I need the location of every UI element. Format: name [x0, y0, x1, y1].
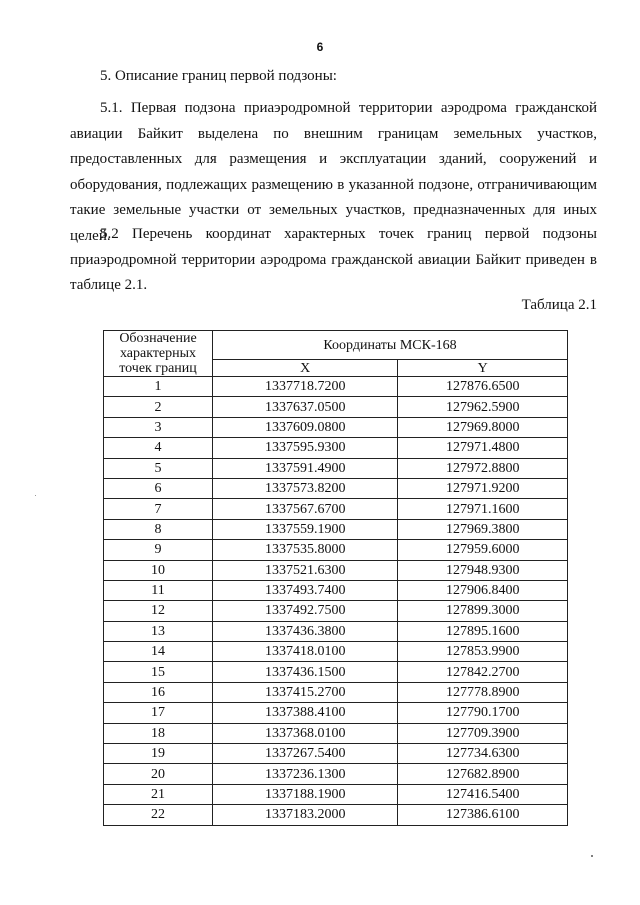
point-number-cell: 13 — [104, 621, 213, 641]
table-row — [104, 744, 568, 764]
y-coordinate-cell: 127386.6100 — [398, 805, 568, 825]
point-number-cell: 22 — [104, 805, 213, 825]
x-coordinate-cell: 1337436.3800 — [213, 621, 398, 641]
point-number-cell: 14 — [104, 642, 213, 662]
point-number-cell: 10 — [104, 560, 213, 580]
point-number-cell: 17 — [104, 703, 213, 723]
x-coordinate-cell: 1337567.6700 — [213, 499, 398, 519]
x-coordinate-cell: 1337559.1900 — [213, 519, 398, 539]
coordinates-table — [103, 330, 568, 826]
table-row — [104, 662, 568, 682]
y-coordinate-cell: 127790.1700 — [398, 703, 568, 723]
table-row — [104, 723, 568, 743]
x-coordinate-cell: 1337493.7400 — [213, 580, 398, 600]
x-coordinate-cell: 1337609.0800 — [213, 417, 398, 437]
x-coordinate-cell: 1337267.5400 — [213, 744, 398, 764]
table-row — [104, 805, 568, 825]
table-row — [104, 703, 568, 723]
x-coordinate-cell: 1337418.0100 — [213, 642, 398, 662]
table-row — [104, 540, 568, 560]
table-row — [104, 417, 568, 437]
header-coordinates: Координаты МСК-168 — [213, 331, 568, 360]
point-number-cell: 9 — [104, 540, 213, 560]
y-coordinate-cell: 127962.5900 — [398, 397, 568, 417]
table-row — [104, 478, 568, 498]
table-row — [104, 621, 568, 641]
table-row — [104, 784, 568, 804]
y-coordinate-cell: 127948.9300 — [398, 560, 568, 580]
x-coordinate-cell: 1337591.4900 — [213, 458, 398, 478]
header-x: X — [213, 360, 398, 377]
x-coordinate-cell: 1337637.0500 — [213, 397, 398, 417]
point-number-cell: 20 — [104, 764, 213, 784]
section-heading: 5. Описание границ первой подзоны: — [100, 68, 337, 84]
point-number-cell: 6 — [104, 478, 213, 498]
table-body — [104, 377, 568, 826]
table-row — [104, 519, 568, 539]
x-coordinate-cell: 1337535.8000 — [213, 540, 398, 560]
paragraph-5-2: 5.2 Перечень координат характерных точек границ первой подзоны приаэродромной территории аэродрома гражданской авиации Байкит приведен в таблице 2.1. — [70, 226, 597, 293]
x-coordinate-cell: 1337436.1500 — [213, 662, 398, 682]
point-number-cell: 18 — [104, 723, 213, 743]
point-number-cell: 21 — [104, 784, 213, 804]
point-number-cell: 5 — [104, 458, 213, 478]
y-coordinate-cell: 127853.9900 — [398, 642, 568, 662]
point-number-cell: 7 — [104, 499, 213, 519]
y-coordinate-cell: 127682.8900 — [398, 764, 568, 784]
y-coordinate-cell: 127778.8900 — [398, 682, 568, 702]
y-coordinate-cell: 127972.8800 — [398, 458, 568, 478]
point-number-cell: 19 — [104, 744, 213, 764]
y-coordinate-cell: 127876.6500 — [398, 377, 568, 397]
y-coordinate-cell: 127842.2700 — [398, 662, 568, 682]
table-row — [104, 438, 568, 458]
paragraph-5-1: 5.1. Первая подзона приаэродромной территории аэродрома гражданской авиации Байкит выделена по внешним границам земельных участков, предоставленных для размещения и эксплуатации зданий, сооружений и оборудования, подлежащих размещению в указанной подзоне, отграничивающим такие земельные участки от земельных участков, предназначенных для иных целей. — [70, 100, 597, 244]
y-coordinate-cell: 127971.9200 — [398, 478, 568, 498]
x-coordinate-cell: 1337183.2000 — [213, 805, 398, 825]
table-row — [104, 377, 568, 397]
point-number-cell: 16 — [104, 682, 213, 702]
point-number-cell: 15 — [104, 662, 213, 682]
point-number-cell: 8 — [104, 519, 213, 539]
x-coordinate-cell: 1337595.9300 — [213, 438, 398, 458]
y-coordinate-cell: 127709.3900 — [398, 723, 568, 743]
x-coordinate-cell: 1337718.7200 — [213, 377, 398, 397]
scan-speck — [35, 495, 36, 496]
y-coordinate-cell: 127416.5400 — [398, 784, 568, 804]
y-coordinate-cell: 127899.3000 — [398, 601, 568, 621]
table-row — [104, 580, 568, 600]
table-row — [104, 601, 568, 621]
x-coordinate-cell: 1337415.2700 — [213, 682, 398, 702]
scan-speck — [591, 855, 593, 857]
y-coordinate-cell: 127906.8400 — [398, 580, 568, 600]
table-row — [104, 397, 568, 417]
table-caption: Таблица 2.1 — [521, 297, 597, 313]
table-row — [104, 642, 568, 662]
point-number-cell: 12 — [104, 601, 213, 621]
point-number-cell: 1 — [104, 377, 213, 397]
x-coordinate-cell: 1337368.0100 — [213, 723, 398, 743]
header-point-designation: Обозначение характерных точек границ — [104, 331, 213, 377]
x-coordinate-cell: 1337573.8200 — [213, 478, 398, 498]
x-coordinate-cell: 1337388.4100 — [213, 703, 398, 723]
table-row — [104, 682, 568, 702]
y-coordinate-cell: 127971.4800 — [398, 438, 568, 458]
table-row — [104, 560, 568, 580]
x-coordinate-cell: 1337492.7500 — [213, 601, 398, 621]
table-row — [104, 764, 568, 784]
y-coordinate-cell: 127895.1600 — [398, 621, 568, 641]
point-number-cell: 2 — [104, 397, 213, 417]
table-row — [104, 499, 568, 519]
point-number-cell: 3 — [104, 417, 213, 437]
y-coordinate-cell: 127969.8000 — [398, 417, 568, 437]
point-number-cell: 11 — [104, 580, 213, 600]
table-row — [104, 458, 568, 478]
page-number: 6 — [316, 40, 324, 54]
y-coordinate-cell: 127959.6000 — [398, 540, 568, 560]
y-coordinate-cell: 127971.1600 — [398, 499, 568, 519]
point-number-cell: 4 — [104, 438, 213, 458]
x-coordinate-cell: 1337521.6300 — [213, 560, 398, 580]
x-coordinate-cell: 1337188.1900 — [213, 784, 398, 804]
y-coordinate-cell: 127734.6300 — [398, 744, 568, 764]
header-y: Y — [398, 360, 568, 377]
y-coordinate-cell: 127969.3800 — [398, 519, 568, 539]
x-coordinate-cell: 1337236.1300 — [213, 764, 398, 784]
